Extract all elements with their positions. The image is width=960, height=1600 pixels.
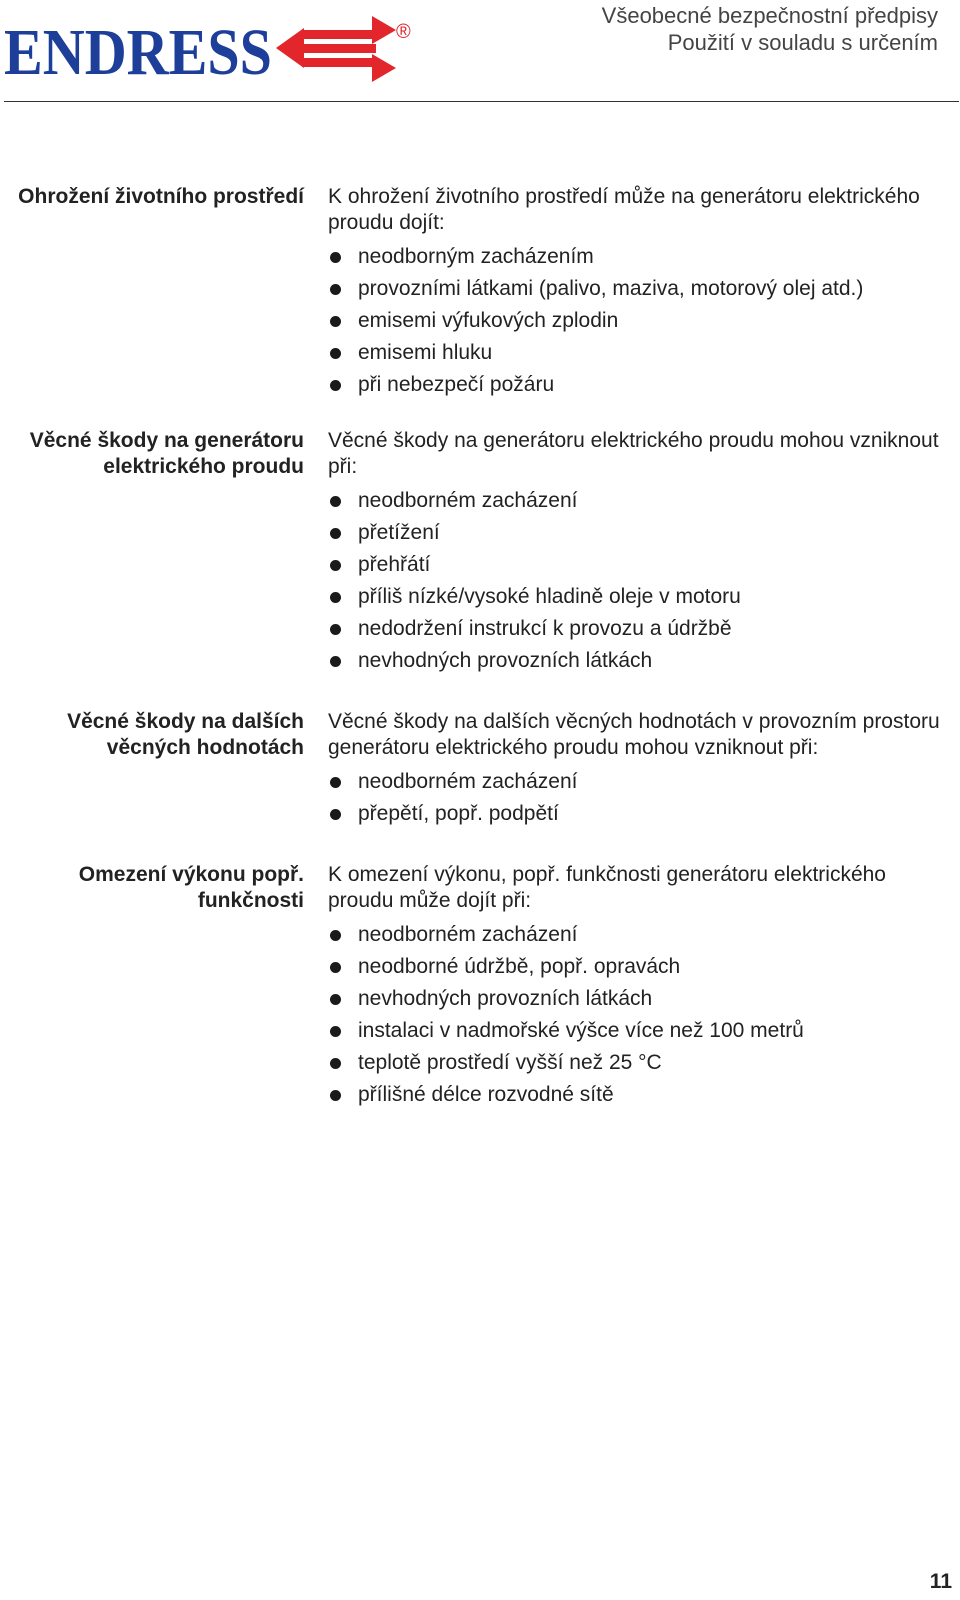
list-item: neodborné údržbě, popř. opravách [328,954,948,986]
bullet-icon [330,284,341,295]
section-content [328,184,948,404]
section-intro: K omezení výkonu, popř. funkčnosti generátoru elektrického proudu může dojít při: [328,863,886,912]
header-title-line1: Všeobecné bezpečnostní předpisy [601,3,938,28]
list-item: instalaci v nadmořské výšce více než 100 metrů [328,1018,948,1050]
logo-bar-bottom [302,58,376,67]
list-item: teplotě prostředí vyšší než 25 °C [328,1050,948,1082]
bullet-icon [330,1058,341,1069]
list-item: přílišné délce rozvodné sítě [328,1082,948,1114]
section-intro: Věcné škody na dalších věcných hodnotách v provozním prostoru generátoru elektrického proudu mohou vzniknout při: [328,710,940,759]
bullet-list [328,488,948,680]
logo-arrow-up-right-icon [372,16,396,44]
bullet-icon [330,592,341,603]
section-label: Věcné škody na dalších věcných hodnotách [67,710,304,759]
list-item: nevhodných provozních látkách [328,648,948,680]
bullet-icon [330,930,341,941]
list-item: přetížení [328,520,948,552]
logo-arrow-down-right-icon [372,54,396,82]
logo-bar-top [302,30,376,39]
bullet-list [328,922,948,1114]
bullet-icon [330,809,341,820]
registered-mark: ® [396,21,411,43]
bullet-icon [330,994,341,1005]
section-intro: K ohrožení životního prostředí může na generátoru elektrického proudu dojít: [328,185,920,234]
endress-logo [4,8,424,92]
list-item: nedodržení instrukcí k provozu a údržbě [328,616,948,648]
header-title-block [602,2,938,56]
list-item: při nebezpečí požáru [328,372,948,404]
section-label: Věcné škody na generátoru elektrického proudu [29,429,304,478]
bullet-icon [330,380,341,391]
bullet-icon [330,316,341,327]
bullet-icon [330,496,341,507]
section-label: Omezení výkonu popř. funkčnosti [78,863,304,912]
logo-brand-text: ENDRESS [4,16,272,89]
bullet-list [328,244,948,404]
section-content [328,709,948,833]
list-item: neodborném zacházení [328,922,948,954]
page-number: 11 [929,1570,952,1593]
bullet-icon [330,528,341,539]
bullet-icon [330,624,341,635]
list-item: přehřátí [328,552,948,584]
list-item: příliš nízké/vysoké hladině oleje v motoru [328,584,948,616]
bullet-icon [330,962,341,973]
header-divider [4,101,959,102]
section-label: Ohrožení životního prostředí [18,185,304,208]
logo-arrow-left-icon [276,28,304,68]
list-item: provozními látkami (palivo, maziva, motorový olej atd.) [328,276,948,308]
bullet-list [328,769,948,833]
list-item: emisemi hluku [328,340,948,372]
bullet-icon [330,348,341,359]
section-content [328,428,948,680]
list-item: neodborném zacházení [328,488,948,520]
section-intro: Věcné škody na generátoru elektrického proudu mohou vzniknout při: [328,429,939,478]
header-title-line2: Použití v souladu s určením [667,30,938,55]
bullet-icon [330,1090,341,1101]
bullet-icon [330,1026,341,1037]
list-item: neodborném zacházení [328,769,948,801]
logo-bar-middle [302,44,376,53]
list-item: přepětí, popř. podpětí [328,801,948,833]
bullet-icon [330,252,341,263]
list-item: emisemi výfukových zplodin [328,308,948,340]
list-item: nevhodných provozních látkách [328,986,948,1018]
section-content [328,862,948,1114]
bullet-icon [330,777,341,788]
bullet-icon [330,560,341,571]
bullet-icon [330,656,341,667]
list-item: neodborným zacházením [328,244,948,276]
